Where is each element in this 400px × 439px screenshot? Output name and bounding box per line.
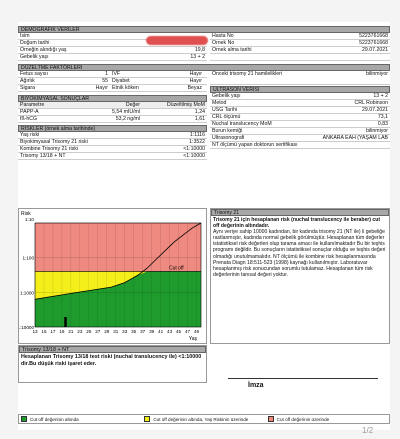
y-tick-label: 1:10 bbox=[25, 217, 34, 222]
param-value: 53,2 ng/ml bbox=[115, 115, 140, 122]
x-tick-label: 27 bbox=[95, 329, 101, 334]
risk-zone-high bbox=[35, 223, 201, 271]
demo-label: Örneğin alındığı yaş bbox=[20, 46, 67, 53]
param-mom: 1,24 bbox=[194, 108, 205, 115]
patient-no: 5223761668 bbox=[359, 32, 388, 39]
corr-label: IVF bbox=[112, 70, 121, 77]
interp-header: Trisomy 21 bbox=[211, 209, 389, 216]
col-header: Değer bbox=[125, 101, 140, 108]
us-value: 29.07.2021 bbox=[362, 106, 388, 113]
x-tick-label: 33 bbox=[122, 329, 128, 334]
interp-body: Aynı veriye sahip 10000 kadından, bir kadında trisomy 21 (NT ile) li gebeliğe rastlanmıştır, kadında normal gebelik görülmüştür. Hesaplanan tüm değerler istatistiksel risk değerleri olup tarama amacı ile kullanılmaktadır Bu bir teşhis programı değildir. Bu sonuçların istatistiksel sonuçlar olduğu ve teşhis değeri olmadığı unutulmamalıdır. NT ölçümü ile kombine risk hesaplanmasında Prenata Diagn 18:511-523 (1998) kaynağı kullanılmıştır. Laboratuvar hesaplanmış risk sonucundan sorumlu tutulamaz. Hesaplanan tüm risk değerlerinin tanısal değeri yoktur. bbox=[213, 229, 386, 278]
biochem-header: BIYOKIMYASAL SONUÇLAR bbox=[18, 95, 207, 102]
legend-label: Cut off değerinin üzerinde bbox=[276, 416, 330, 422]
demo-label: Doğum tarihi bbox=[20, 39, 50, 46]
legend-swatch-yellow bbox=[144, 416, 150, 422]
x-tick-label: 19 bbox=[59, 329, 65, 334]
legend-label: Cut off değerinin altında, Yaş Riskinin üzerinde bbox=[153, 416, 249, 422]
risk-value: <1:10000 bbox=[183, 145, 205, 152]
x-tick-label: 49 bbox=[193, 329, 200, 334]
x-tick-label: 41 bbox=[158, 329, 164, 334]
redacted-name-mark bbox=[146, 36, 208, 45]
corr-label: Diyabet bbox=[112, 77, 130, 84]
legend-item-yellow bbox=[142, 416, 265, 422]
risk-header: RISKLER (örnek alma tarihinde) bbox=[18, 125, 207, 132]
x-tick-label: 29 bbox=[104, 329, 110, 334]
page-number: 1/2 bbox=[362, 426, 374, 435]
corr-value: bilinmiyor bbox=[366, 71, 388, 77]
report-page bbox=[18, 22, 390, 430]
x-tick-label: 23 bbox=[77, 329, 83, 334]
corr-value: Hayır bbox=[95, 84, 108, 91]
us-value: CRL Robinson bbox=[354, 99, 388, 106]
table-row bbox=[210, 142, 390, 149]
x-tick-label: 25 bbox=[86, 329, 92, 334]
demo-value: 19,8 bbox=[194, 46, 205, 53]
us-label: CRL ölçümü bbox=[212, 113, 241, 120]
table-row bbox=[18, 116, 207, 123]
t13-header: Trisomy 13/18 + NT bbox=[19, 346, 206, 353]
x-tick-label: 47 bbox=[184, 329, 191, 334]
corr-label: Sigara bbox=[20, 84, 35, 91]
us-label: USG Tarihi bbox=[212, 106, 237, 113]
risk-label: Trisomy 13/18 + NT bbox=[20, 152, 66, 159]
chart-title: Risk bbox=[21, 211, 31, 217]
ultrasound-header: ULTRASON VERISI bbox=[210, 86, 390, 93]
legend bbox=[18, 414, 390, 424]
risk-chart-svg bbox=[19, 209, 208, 345]
risk-label: Kombine Trisomy 21 riski bbox=[20, 145, 78, 152]
legend-item-green bbox=[19, 416, 142, 422]
cutoff-label: Cut off bbox=[169, 265, 184, 272]
legend-item-red bbox=[266, 416, 389, 422]
patient-marker bbox=[64, 317, 66, 327]
biochem-table bbox=[18, 95, 207, 160]
us-label: Gebelik yaşı bbox=[212, 92, 241, 99]
x-tick-label: 35 bbox=[131, 329, 137, 334]
sample-date: 29.07.2021 bbox=[362, 46, 388, 53]
correction-right bbox=[210, 71, 390, 85]
us-label: Metod bbox=[212, 99, 227, 106]
us-label: Ultrasonografi bbox=[212, 134, 245, 141]
t13-text: Hesaplanan Trisomy 13/18 test riski (nuchal translucency ile) <1:10000 dir.Bu düşük riski işaret eder. bbox=[21, 354, 202, 367]
us-label: NT ölçümü yapan doktorun sertifikası bbox=[212, 141, 298, 148]
signature-line bbox=[228, 378, 378, 379]
param-mom: 1,61 bbox=[194, 115, 205, 122]
corr-value: 55 bbox=[102, 77, 108, 84]
trisomy21-interpretation bbox=[210, 208, 390, 344]
signature-label: İmza bbox=[248, 382, 264, 389]
corr-value: 1 bbox=[105, 70, 108, 77]
param-name: PAPP-A bbox=[20, 108, 39, 115]
interp-summary: Trisomy 21 için hesaplanan risk (nuchal translucency ile beraber) cut off değerinin altındadır. bbox=[213, 217, 381, 230]
y-tick-label: 1:100 bbox=[22, 255, 34, 261]
x-tick-label: 21 bbox=[68, 329, 74, 334]
us-value: 0,83 bbox=[377, 120, 388, 127]
us-value: bilinmiyor bbox=[366, 127, 388, 134]
x-tick-label: 43 bbox=[167, 329, 173, 334]
us-label: Burun kemiği bbox=[212, 127, 243, 134]
ultrasound-table bbox=[210, 86, 390, 149]
corr-label: Önceki trisomy 21 hamilelikleri bbox=[212, 71, 283, 77]
x-tick-label: 17 bbox=[50, 329, 56, 334]
legend-label: Cut off değerinin altında bbox=[30, 416, 79, 422]
legend-swatch-red bbox=[268, 416, 274, 422]
sample-no: 5223761668 bbox=[359, 39, 388, 46]
risk-label: Yaş riski bbox=[20, 131, 40, 138]
correction-left bbox=[18, 71, 207, 92]
x-tick-label: 45 bbox=[176, 329, 182, 334]
us-label: Nuchal translucency MoM bbox=[212, 120, 272, 127]
param-name: fß-hCG bbox=[20, 115, 38, 122]
demographics-right bbox=[210, 33, 390, 61]
demo-value: 13 + 2 bbox=[190, 53, 205, 60]
demo-label: Örnek No bbox=[212, 39, 235, 46]
risk-value: 1:1116 bbox=[189, 131, 205, 138]
trisomy13-18-box bbox=[18, 345, 207, 383]
correction-header: DÜZELTME FAKTÖRLERI bbox=[18, 64, 390, 71]
corr-label: Ağırlık bbox=[20, 77, 35, 84]
corr-label: Fetus sayısı bbox=[20, 70, 48, 77]
risk-label: Biyokimyasal Trisomy 21 riski bbox=[20, 138, 88, 145]
risk-value: <1:10000 bbox=[183, 152, 205, 159]
demo-row-ga bbox=[18, 54, 207, 61]
y-tick-label: 1:1000 bbox=[19, 290, 34, 296]
demo-label: Gebelik yaşı bbox=[20, 53, 49, 60]
param-value: 5,54 mIU/ml bbox=[112, 108, 140, 115]
table-row bbox=[18, 153, 207, 160]
demo-label: Örnek alma tarihi bbox=[212, 46, 252, 53]
us-value: ANKARA EAH (YAŞAM LAB bbox=[322, 134, 388, 141]
risk-value: 1:3522 bbox=[189, 138, 205, 145]
y-tick-label: 1:10000 bbox=[19, 325, 34, 330]
col-header: Parametre bbox=[20, 101, 45, 108]
x-axis-label: Yaş bbox=[188, 336, 197, 342]
x-tick-label: 15 bbox=[41, 329, 47, 334]
corr-value: Hayır bbox=[189, 70, 202, 77]
us-value: 13 + 2 bbox=[373, 92, 388, 99]
x-tick-label: 13 bbox=[32, 329, 38, 334]
corr-value: Beyaz bbox=[187, 84, 202, 91]
risk-chart bbox=[18, 208, 207, 344]
x-tick-label: 37 bbox=[140, 329, 146, 334]
x-tick-label: 31 bbox=[113, 329, 119, 334]
us-value: 73,1 bbox=[377, 113, 388, 120]
demographics-header: DEMOGRAFIK VERILER bbox=[18, 26, 390, 33]
corr-label: Etnik köken bbox=[112, 84, 139, 91]
legend-swatch-green bbox=[21, 416, 27, 422]
col-header: Düzeltilmiş MoM bbox=[166, 101, 205, 108]
demo-label: Isim bbox=[20, 32, 30, 39]
demo-label: Hasta No bbox=[212, 32, 234, 39]
corr-value: Hayır bbox=[189, 77, 202, 84]
demographics-section bbox=[18, 26, 390, 60]
x-tick-label: 39 bbox=[149, 329, 155, 334]
